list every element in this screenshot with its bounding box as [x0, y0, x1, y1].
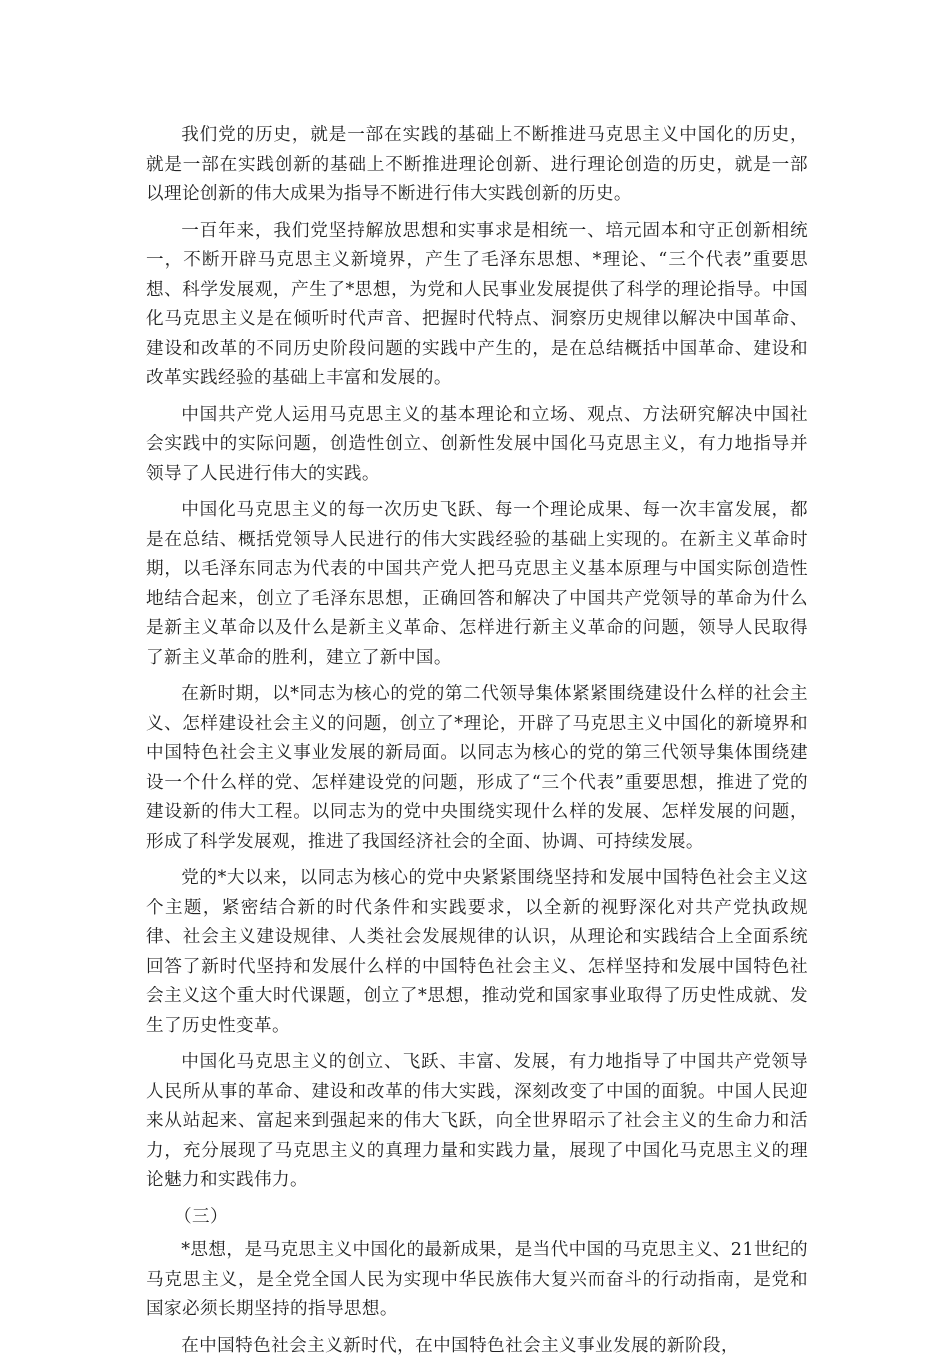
section-heading: （三） [174, 1206, 228, 1227]
paragraph-7: 中国化马克思主义的创立、飞跃、丰富、发展，有力地指导了中国共产党领导人民所从事的革命、建设和改革的伟大实践，深刻改变了中国的面貌。中国人民迎来从站起来、富起来到强起来的伟大飞跃，向全世界昭示了社会主义的生命力和活力，充分展现了马克思主义的真理力量和实践力量，展现了中国化马克思主义的理论魅力和实践伟力。 [146, 1052, 808, 1190]
paragraph-4: 中国化马克思主义的每一次历史飞跃、每一个理论成果、每一次丰富发展，都是在总结、概括党领导人民进行的伟大实践经验的基础上实现的。在新主义革命时期，以毛泽东同志为代表的中国共产党人把马克思主义基本原理与中国实际创造性地结合起来，创立了毛泽东思想，正确回答和解决了中国共产党领导的革命为什么是新主义革命以及什么是新主义革命、怎样进行新主义革命的问题，领导人民取得了新主义革命的胜利，建立了新中国。 [146, 500, 808, 668]
paragraph-8: *思想，是马克思主义中国化的最新成果，是当代中国的马克思主义、21世纪的马克思主义，是全党全国人民为实现中华民族伟大复兴而奋斗的行动指南，是党和国家必须长期坚持的指导思想。 [146, 1240, 808, 1319]
paragraph-1: 我们党的历史，就是一部在实践的基础上不断推进马克思主义中国化的历史，就是一部在实践创新的基础上不断推进理论创新、进行理论创造的历史，就是一部以理论创新的伟大成果为指导不断进行伟大实践创新的历史。 [146, 125, 808, 204]
paragraph-3: 中国共产党人运用马克思主义的基本理论和立场、观点、方法研究解决中国社会实践中的实际问题，创造性创立、创新性发展中国化马克思主义，有力地指导并领导了人民进行伟大的实践。 [146, 404, 808, 484]
document-body [146, 121, 808, 1368]
paragraph-5: 在新时期，以*同志为核心的党的第二代领导集体紧紧围绕建设什么样的社会主义、怎样建设社会主义的问题，创立了*理论，开辟了马克思主义中国化的新境界和中国特色社会主义事业发展的新局面。以同志为核心的党的第三代领导集体围绕建设一个什么样的党、怎样建设党的问题，形成了“三个代表”重要思想，推进了党的建设新的伟大工程。以同志为的党中央围绕实现什么样的发展、怎样发展的问题，形成了科学发展观，推进了我国经济社会的全面、协调、可持续发展。 [146, 684, 808, 852]
paragraph-2: 一百年来，我们党坚持解放思想和实事求是相统一、培元固本和守正创新相统一，不断开辟马克思主义新境界，产生了毛泽东思想、*理论、“三个代表”重要思想、科学发展观，产生了*思想，为党和人民事业发展提供了科学的理论指导。中国化马克思主义是在倾听时代声音、把握时代特点、洞察历史规律以解决中国革命、建设和改革的不同历史阶段问题的实践中产生的，是在总结概括中国革命、建设和改革实践经验的基础上丰富和发展的。 [146, 220, 808, 388]
paragraph-9: 在中国特色社会主义新时代，在中国特色社会主义事业发展的新阶段， [181, 1335, 739, 1356]
paragraph-6: 党的*大以来，以同志为核心的党中央紧紧围绕坚持和发展中国特色社会主义这个主题，紧密结合新的时代条件和实践要求，以全新的视野深化对共产党执政规律、社会主义建设规律、人类社会发展规律的认识，从理论和实践结合上全面系统回答了新时代坚持和发展什么样的中国特色社会主义、怎样坚持和发展中国特色社会主义这个重大时代课题，创立了*思想，推动党和国家事业取得了历史性成就、发生了历史性变革。 [146, 868, 808, 1036]
